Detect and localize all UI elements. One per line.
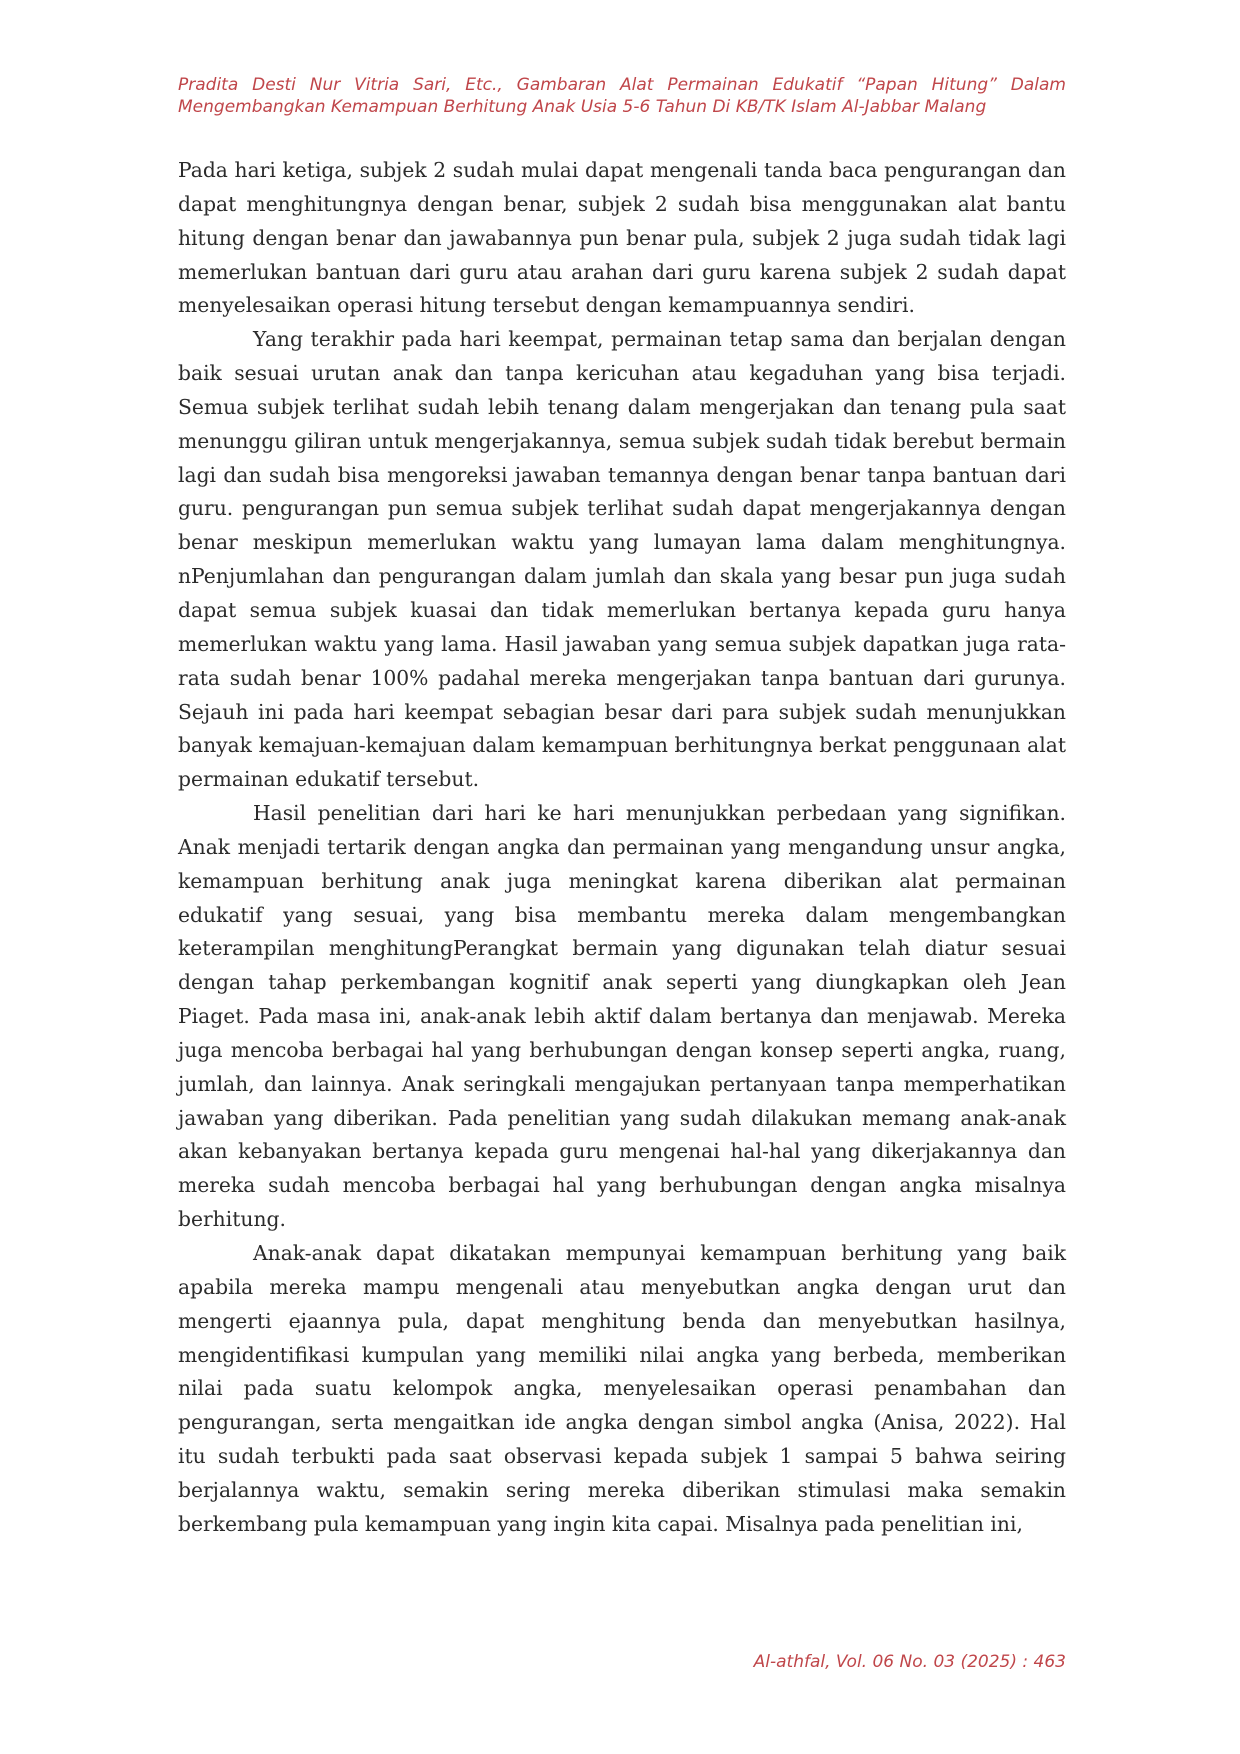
paragraph-hari-keempat: Yang terakhir pada hari keempat, permainan tetap sama dan berjalan dengan baik sesuai urutan anak dan tanpa kericuhan atau kegaduhan yang bisa terjadi. Semua subjek terlihat sudah lebih tenang dalam mengerjakan dan tenang pula saat menunggu giliran untuk mengerjakannya, semua subjek sudah tidak berebut bermain lagi dan sudah bisa mengoreksi jawaban temannya dengan benar tanpa bantuan dari guru. pengurangan pun semua subjek terlihat sudah dapat mengerjakannya dengan benar meskipun memerlukan waktu yang lumayan lama dalam menghitungnya. nPenjumlahan dan pengurangan dalam jumlah dan skala yang besar pun juga sudah dapat semua subjek kuasai dan tidak memerlukan bertanya kepada guru hanya memerlukan waktu yang lama. Hasil jawaban yang semua subjek dapatkan juga rata-rata sudah benar 100% padahal mereka mengerjakan tanpa bantuan dari gurunya. Sejauh ini pada hari keempat sebagian besar dari para subjek sudah menunjukkan banyak kemajuan-kemajuan dalam kemampuan berhitungnya berkat penggunaan alat permainan edukatif tersebut. bbox=[178, 327, 1066, 792]
article-body bbox=[178, 154, 1066, 1542]
running-header-line-1: Pradita Desti Nur Vitria Sari, Etc., Gambaran Alat Permainan Edukatif “Papan Hitung” Dalam bbox=[178, 75, 1066, 95]
running-header-line-2: Mengembangkan Kemampuan Berhitung Anak Usia 5-6 Tahun Di KB/TK Islam Al-Jabbar Malang bbox=[178, 97, 987, 117]
page-footer-citation: Al-athfal, Vol. 06 No. 03 (2025) : 463 bbox=[753, 1652, 1066, 1672]
paragraph-kemampuan-berhitung: Anak-anak dapat dikatakan mempunyai kemampuan berhitung yang baik apabila mereka mampu mengenali atau menyebutkan angka dengan urut dan mengerti ejaannya pula, dapat menghitung benda dan menyebutkan hasilnya, mengidentifikasi kumpulan yang memiliki nilai angka yang berbeda, memberikan nilai pada suatu kelompok angka, menyelesaikan operasi penambahan dan pengurangan, serta mengaitkan ide angka dengan simbol angka (Anisa, 2022). Hal itu sudah terbukti pada saat observasi kepada subjek 1 sampai 5 bahwa seiring berjalannya waktu, semakin sering mereka diberikan stimulasi maka semakin berkembang pula kemampuan yang ingin kita capai. Misalnya pada penelitian ini, bbox=[178, 1241, 1066, 1536]
paragraph-hasil-penelitian: Hasil penelitian dari hari ke hari menunjukkan perbedaan yang signifikan. Anak menjadi tertarik dengan angka dan permainan yang mengandung unsur angka, kemampuan berhitung anak juga meningkat karena diberikan alat permainan edukatif yang sesuai, yang bisa membantu mereka dalam mengembangkan keterampilan menghitungPerangkat bermain yang digunakan telah diatur sesuai dengan tahap perkembangan kognitif anak seperti yang diungkapkan oleh Jean Piaget. Pada masa ini, anak-anak lebih aktif dalam bertanya dan menjawab. Mereka juga mencoba berbagai hal yang berhubungan dengan konsep seperti angka, ruang, jumlah, dan lainnya. Anak seringkali mengajukan pertanyaan tanpa memperhatikan jawaban yang diberikan. Pada penelitian yang sudah dilakukan memang anak-anak akan kebanyakan bertanya kepada guru mengenai hal-hal yang dikerjakannya dan mereka sudah mencoba berbagai hal yang berhubungan dengan angka misalnya berhitung. bbox=[178, 801, 1066, 1232]
running-header bbox=[178, 74, 1066, 118]
paragraph-hari-ketiga: Pada hari ketiga, subjek 2 sudah mulai dapat mengenali tanda baca pengurangan dan dapat menghitungnya dengan benar, subjek 2 sudah bisa menggunakan alat bantu hitung dengan benar dan jawabannya pun benar pula, subjek 2 juga sudah tidak lagi memerlukan bantuan dari guru atau arahan dari guru karena subjek 2 sudah dapat menyelesaikan operasi hitung tersebut dengan kemampuannya sendiri. bbox=[178, 158, 1066, 318]
